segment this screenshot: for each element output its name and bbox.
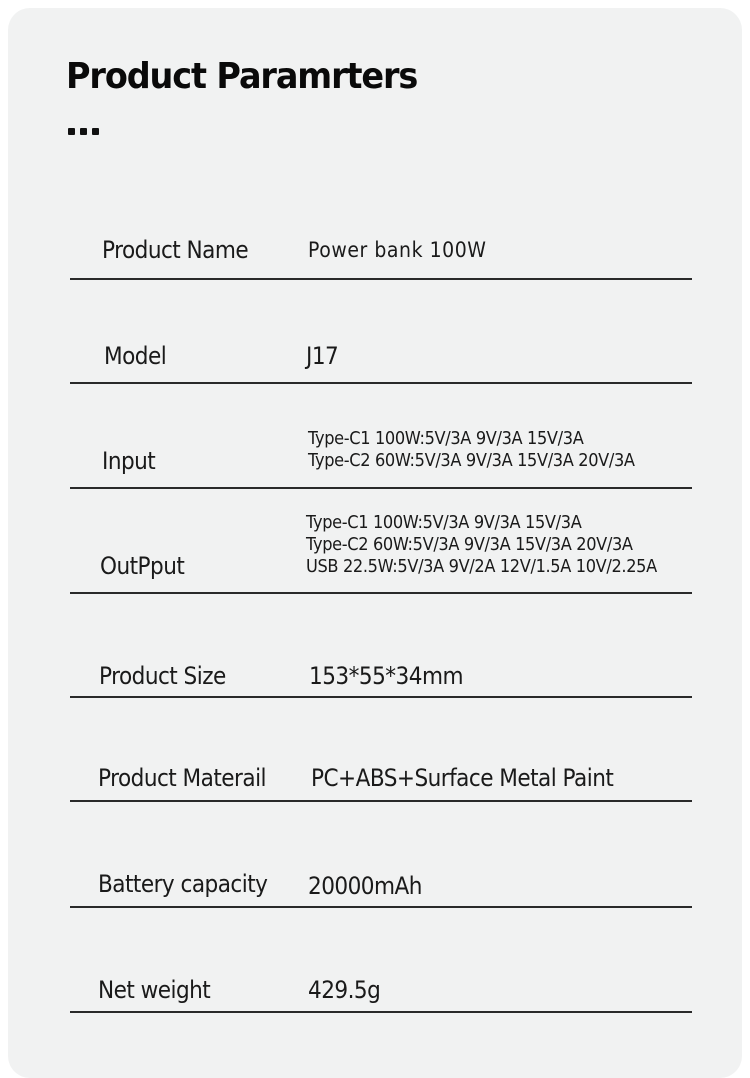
- param-value-line: Power bank 100W: [308, 238, 487, 262]
- param-value-line: PC+ABS+Surface Metal Paint: [311, 764, 614, 792]
- param-value-line: USB 22.5W:5V/3A 9V/2A 12V/1.5A 10V/2.25A: [306, 556, 657, 577]
- param-row-net-weight: [70, 970, 692, 1013]
- param-value-line: 153*55*34mm: [309, 662, 463, 690]
- param-label: Model: [104, 342, 167, 370]
- param-row-product-name: [70, 230, 692, 280]
- param-label: Net weight: [98, 976, 211, 1004]
- param-label: Product Size: [99, 662, 226, 690]
- dot: [68, 128, 75, 135]
- param-row-input: [70, 424, 692, 489]
- param-label: Product Materail: [98, 764, 266, 792]
- param-value: [306, 512, 657, 578]
- param-row-output: [70, 508, 692, 594]
- param-value-line: J17: [306, 342, 339, 370]
- param-row-model: [70, 334, 692, 384]
- param-value-line: Type-C1 100W:5V/3A 9V/3A 15V/3A: [306, 512, 582, 533]
- ellipsis-decoration: [68, 128, 99, 135]
- param-value: [308, 976, 380, 1004]
- param-label: OutPput: [100, 552, 185, 580]
- param-label: Battery capacity: [98, 870, 268, 898]
- param-value: [308, 428, 635, 472]
- param-value: [311, 764, 613, 792]
- param-row-product-size: [70, 656, 692, 698]
- param-value: [306, 342, 338, 370]
- dot: [92, 128, 99, 135]
- page-title: Product Paramrters: [66, 56, 418, 97]
- param-value-line: Type-C2 60W:5V/3A 9V/3A 15V/3A 20V/3A: [306, 534, 633, 555]
- param-value-line: Type-C2 60W:5V/3A 9V/3A 15V/3A 20V/3A: [308, 450, 635, 471]
- param-row-battery-capacity: [70, 866, 692, 908]
- param-value-line: Type-C1 100W:5V/3A 9V/3A 15V/3A: [308, 428, 584, 449]
- param-value-line: 20000mAh: [308, 872, 422, 900]
- param-value: [309, 662, 463, 690]
- dot: [80, 128, 87, 135]
- param-label: Input: [102, 447, 156, 475]
- param-value: [308, 872, 422, 900]
- param-label: Product Name: [102, 236, 249, 264]
- param-value: [308, 238, 487, 262]
- param-row-product-material: [70, 760, 692, 802]
- param-value-line: 429.5g: [308, 976, 381, 1004]
